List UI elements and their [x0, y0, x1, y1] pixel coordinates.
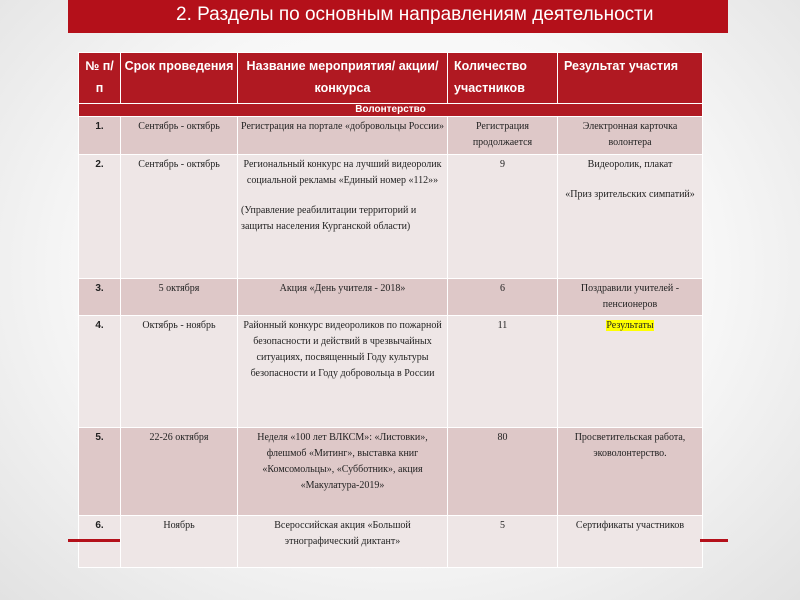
- section-row: [79, 104, 703, 117]
- header-count: Количество участников: [448, 53, 558, 104]
- row-count: 5: [448, 516, 558, 568]
- activities-table: [78, 52, 703, 568]
- row-number: 5.: [79, 428, 121, 516]
- header-event: Название мероприятия/ акции/ конкурса: [238, 53, 448, 104]
- row-result-cell: [558, 316, 703, 428]
- row-date: Сентябрь - октябрь: [121, 117, 238, 155]
- row-result: Просветительская работа, эковолонтерство.: [558, 428, 703, 516]
- row-result-cell: [558, 155, 703, 279]
- row-event: Районный конкурс видеороликов по пожарной безопасности и действий в чрезвычайных ситуациях, посвященный Году культуры безопасности и Году добровольца в России: [238, 316, 448, 428]
- row-event: Неделя «100 лет ВЛКСМ»: «Листовки», флешмоб «Митинг», выставка книг «Комсомольцы», «Субботник», акция «Макулатура-2019»: [238, 428, 448, 516]
- decorative-line-right: [700, 539, 728, 542]
- row-count: 11: [448, 316, 558, 428]
- table-row: [79, 155, 703, 279]
- row-event: Акция «День учителя - 2018»: [238, 279, 448, 316]
- row-count: 6: [448, 279, 558, 316]
- header-number: № п/п: [79, 53, 121, 104]
- row-event: Региональный конкурс на лучший видеоролик социальной рекламы «Единый номер «112»»: [243, 159, 442, 186]
- row-event-note: (Управление реабилитации территорий и защиты населения Курганской области): [241, 205, 417, 232]
- decorative-line-left: [68, 539, 120, 542]
- results-link[interactable]: Результаты: [606, 320, 654, 331]
- row-event: Регистрация на портале «добровольцы России»: [238, 117, 448, 155]
- row-number: 4.: [79, 316, 121, 428]
- row-number: 6.: [79, 516, 121, 568]
- row-result: Видеоролик, плакат: [587, 159, 673, 170]
- row-date: 5 октября: [121, 279, 238, 316]
- row-date: Октябрь - ноябрь: [121, 316, 238, 428]
- table-row: [79, 516, 703, 568]
- row-number: 2.: [79, 155, 121, 279]
- header-result: Результат участия: [558, 53, 703, 104]
- title-bar: [68, 0, 728, 33]
- row-result: Электронная карточка волонтера: [558, 117, 703, 155]
- row-count: 80: [448, 428, 558, 516]
- slide-title: 2. Разделы по основным направлениям деятельности: [176, 4, 654, 25]
- row-event: Всероссийская акция «Большой этнографический диктант»: [238, 516, 448, 568]
- row-count: Регистрация продолжается: [448, 117, 558, 155]
- row-date: Сентябрь - октябрь: [121, 155, 238, 279]
- header-date: Срок проведения: [121, 53, 238, 104]
- table-row: [79, 117, 703, 155]
- table-row: [79, 316, 703, 428]
- row-result-note: «Приз зрительских симпатий»: [565, 189, 695, 200]
- row-date: 22-26 октября: [121, 428, 238, 516]
- table-row: [79, 279, 703, 316]
- row-number: 1.: [79, 117, 121, 155]
- table-header-row: [79, 53, 703, 104]
- section-label: Волонтерство: [79, 104, 703, 117]
- row-result: Поздравили учителей - пенсионеров: [558, 279, 703, 316]
- row-count: 9: [448, 155, 558, 279]
- row-date: Ноябрь: [121, 516, 238, 568]
- table-row: [79, 428, 703, 516]
- row-number: 3.: [79, 279, 121, 316]
- row-event-cell: [238, 155, 448, 279]
- row-result: Сертификаты участников: [558, 516, 703, 568]
